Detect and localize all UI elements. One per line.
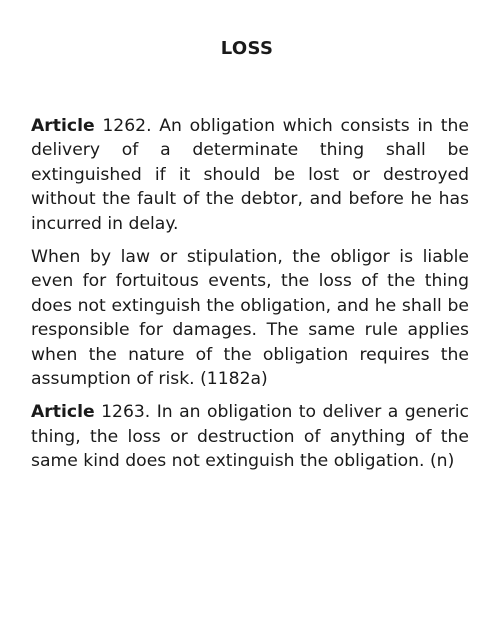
- document-title: LOSS: [220, 38, 274, 59]
- document-body: [31, 114, 469, 483]
- article-1262-text: 1262. An obligation which consists in the delivery of a determinate thing shall be extinguished if it should be lost or destroyed without the fault of the debtor, and before he has incurred in delay.: [31, 116, 469, 234]
- article-1263-text: 1263. In an obligation to deliver a generic thing, the loss or destruction of anything of the same kind does not extinguish the obligation. (n): [31, 402, 469, 472]
- article-1262-continuation-text: When by law or stipulation, the obligor is liable even for fortuitous events, the loss of the thing does not extinguish the obligation, and he shall be responsible for damages. The same rule applies when the nature of the obligation requires the assumption of risk. (1182a): [31, 247, 469, 390]
- article-label: Article: [31, 116, 95, 136]
- article-1263-paragraph: [31, 400, 469, 473]
- article-1262-paragraph: [31, 114, 469, 236]
- article-label: Article: [31, 402, 95, 423]
- article-1262-continuation-paragraph: [31, 245, 469, 391]
